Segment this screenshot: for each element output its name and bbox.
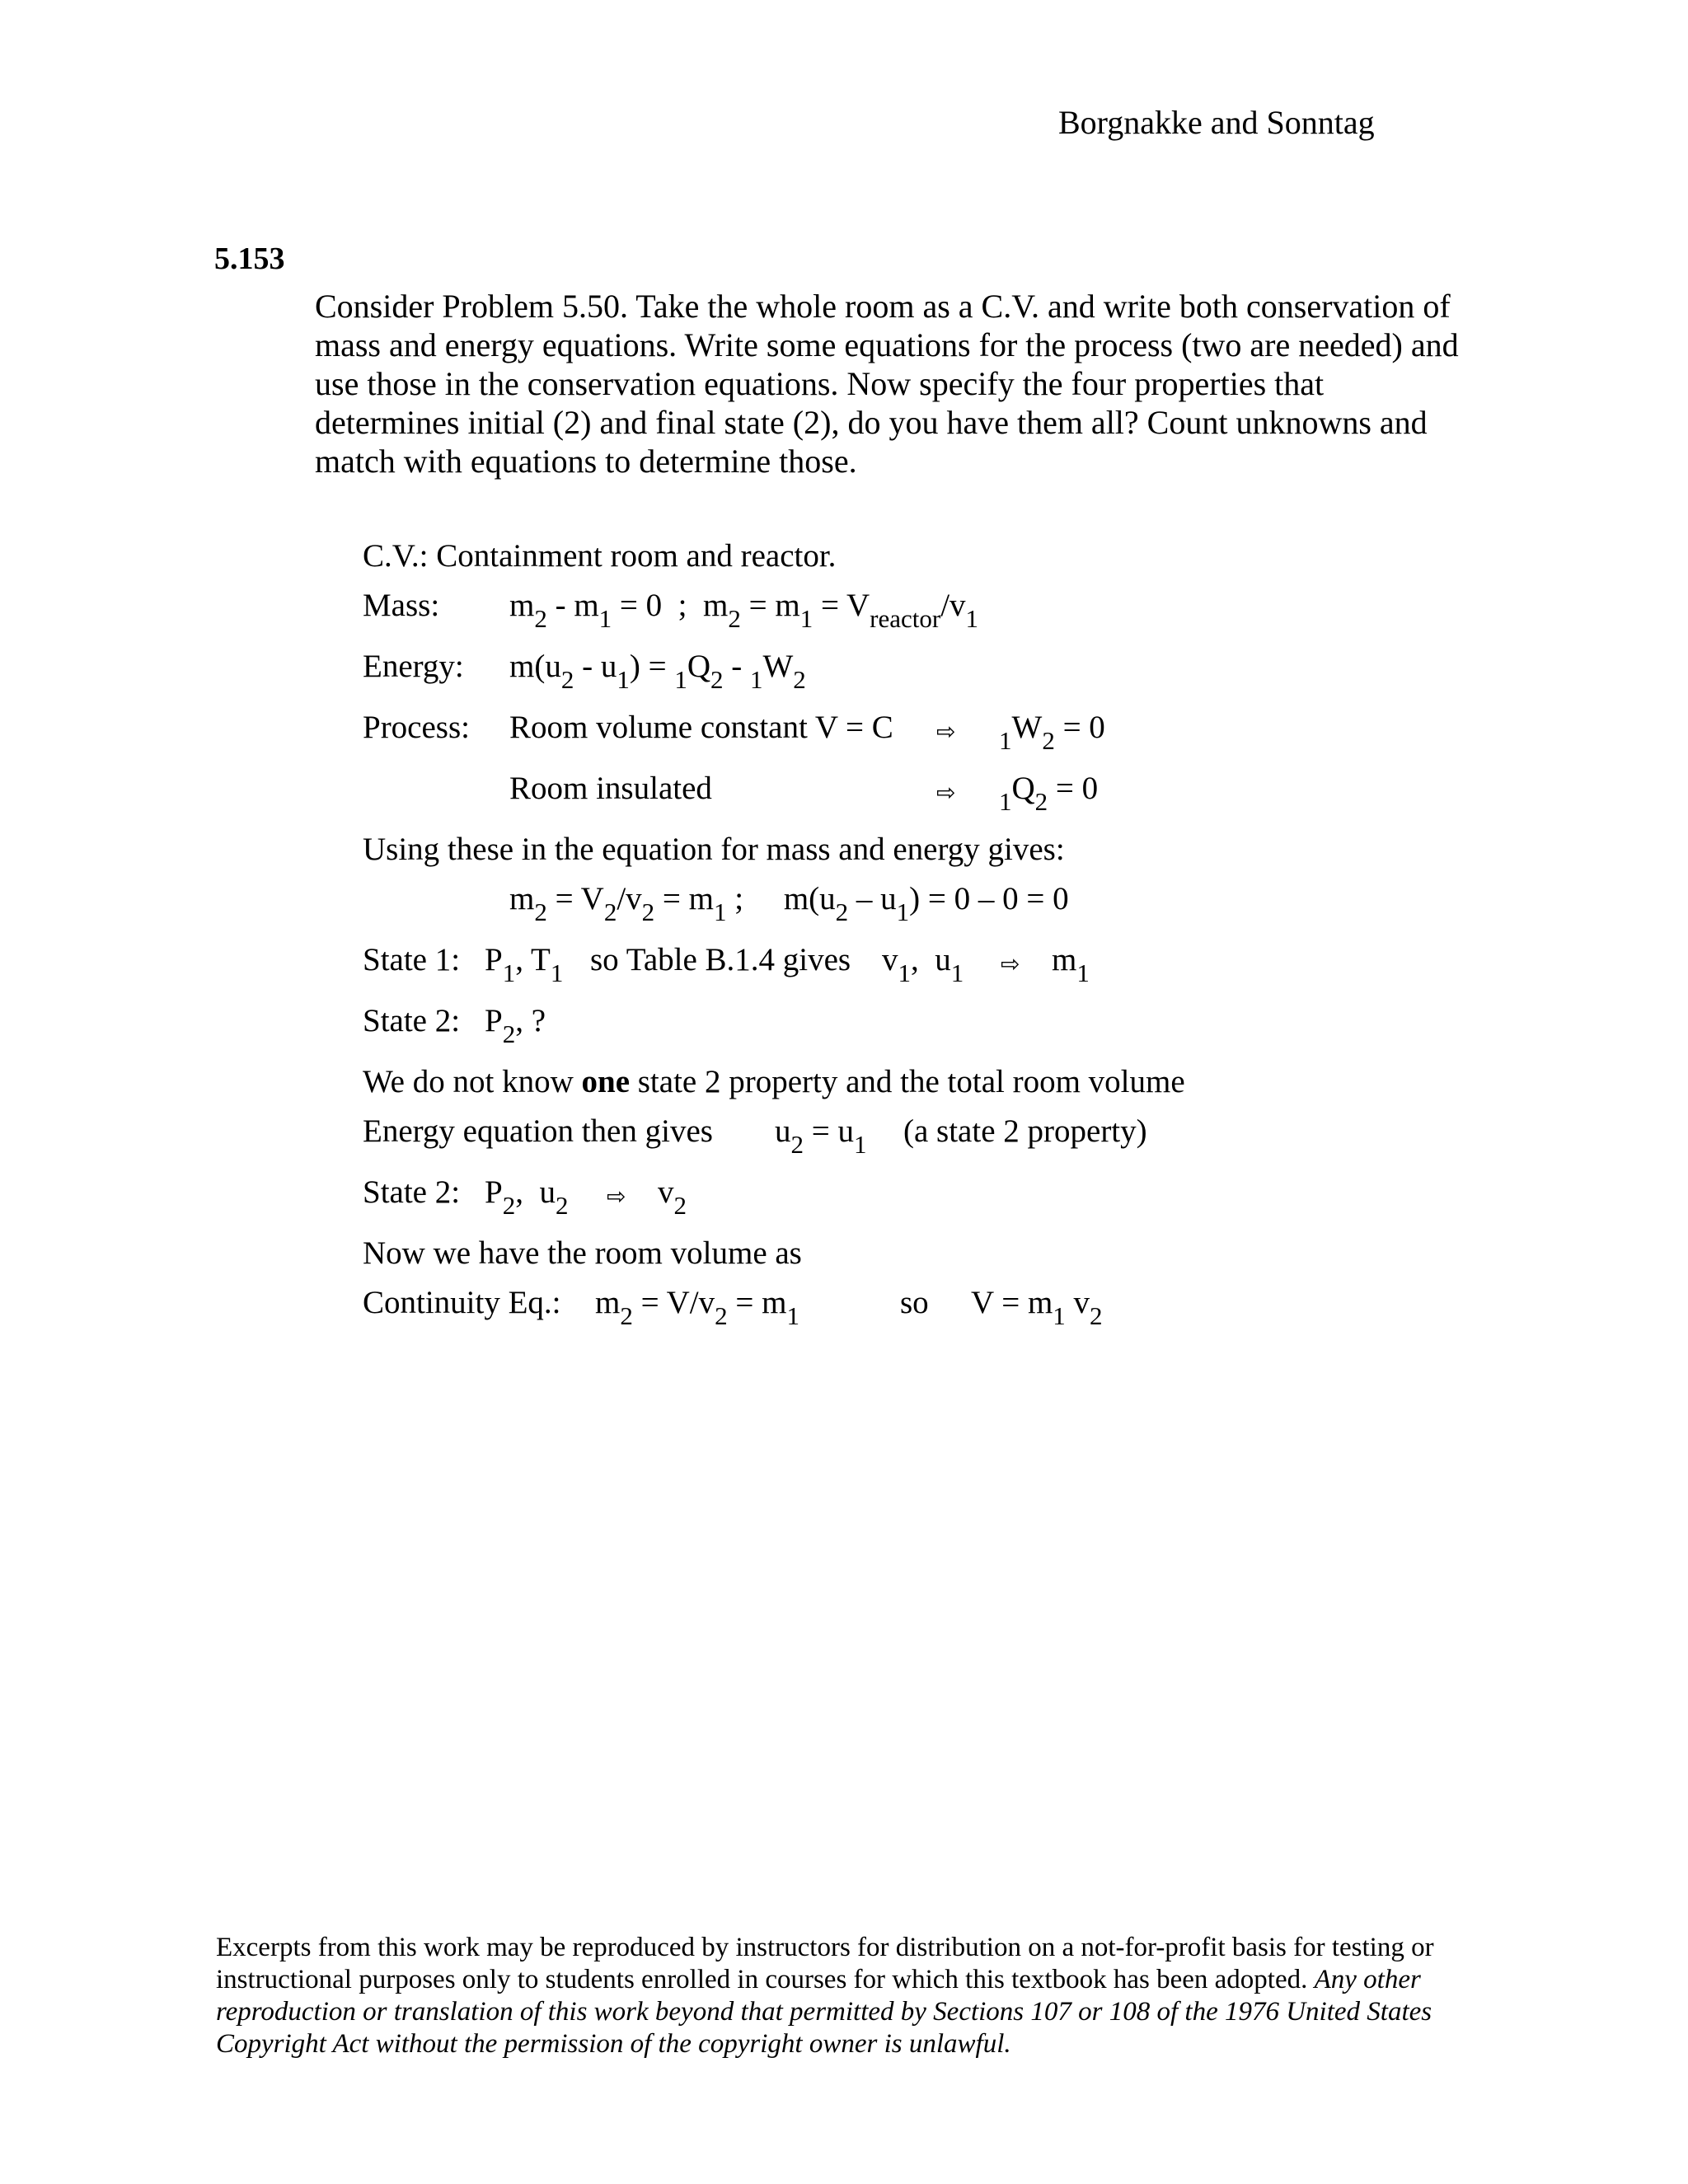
volume-result: $V = m_1$ $v_2$ <box>971 1285 1103 1330</box>
mass-energy-result: $m_2 = V_2/v_2 = m_1$ ; $m(u_2 - u_1) = 0 - 0 = 0$ <box>509 881 1069 926</box>
right-arrow-icon: ⇨ <box>936 718 956 745</box>
state1-values: $v_1$, $u_1$ <box>882 942 964 987</box>
statement-line: use those in the conservation equations. Now specify the four properties that <box>315 365 1325 402</box>
so-text: so <box>900 1285 929 1320</box>
state1-props: $P_1$, $T_1$ <box>485 942 564 987</box>
statement-line: Consider Problem 5.50. Take the whole room as a C.V. and write both conservation of <box>315 288 1451 325</box>
work-zero: $_1W_2 = 0$ <box>999 710 1105 755</box>
statement-line: match with equations to determine those. <box>315 443 857 480</box>
continuity-label: Continuity Eq.: <box>363 1285 561 1320</box>
cv-line: C.V.: Containment room and reactor. <box>363 538 837 574</box>
using-line: Using these in the equation for mass and energy gives: <box>363 832 1065 867</box>
right-arrow-icon: ⇨ <box>1001 950 1020 977</box>
energy-equation: $m(u_2 - u_1) = _1Q_2 - _1W_2$ <box>509 649 806 694</box>
right-arrow-icon: ⇨ <box>607 1183 626 1210</box>
continuity-equation: $m_2 = V/v_2 = m_1$ <box>595 1285 799 1330</box>
copyright-italic: Any other reproduction or translation of this work beyond that permitted by Sections 107 or 108 of the 1976 United States Copyright Act without the permission of the copyright owner is unlawful. <box>216 1965 1432 2059</box>
process-label: Process: <box>363 710 470 745</box>
unknown-line: We do not know one state 2 property and the total room volume <box>363 1064 1185 1099</box>
state2-label: State 2: <box>363 1174 461 1210</box>
header-authors: Borgnakke and Sonntag <box>1058 104 1375 141</box>
state2-props-full: $P_2$, $u_2$ <box>485 1174 569 1220</box>
statement-line: mass and energy equations. Write some equations for the process (two are needed) and <box>315 326 1459 363</box>
u-equality: $u_2 = u_1$ <box>775 1113 867 1159</box>
heat-zero: $_1Q_2 = 0$ <box>999 771 1099 816</box>
energy-eq-text: Energy equation then gives <box>363 1113 713 1149</box>
mass-equation: $m_2 - m_1 = 0$ ; $m_2 = m_1 = V_{reactor}/v_1$ <box>509 588 979 633</box>
problem-statement <box>315 287 1469 480</box>
room-volume-text: Room volume constant V = C <box>509 710 893 745</box>
state2-props: $P_2$, ? <box>485 1003 546 1048</box>
mass-label: Mass: <box>363 588 440 623</box>
emphasis-one: one <box>581 1064 630 1099</box>
statement-line: determines initial (2) and final state (2), do you have them all? Count unknowns and <box>315 404 1428 441</box>
state1-label: State 1: <box>363 942 461 977</box>
state1-mass: $m_1$ <box>1052 942 1090 987</box>
energy-label: Energy: <box>363 649 464 684</box>
state2-volume: $v_2$ <box>658 1174 687 1220</box>
state2-label: State 2: <box>363 1003 461 1038</box>
right-arrow-icon: ⇨ <box>936 779 956 806</box>
state1-table: so Table B.1.4 gives <box>590 942 851 977</box>
copyright-footer: Excerpts from this work may be reproduced by instructors for distribution on a not-for-profit basis for testing or instructional purposes only to students enrolled in courses for which this textbook has been adopted. Any other reproduction or translation of this work beyond that permitted by Sections 107 or 108 of the 1976 United States Copyright Act without the permission of the copyright owner is unlawful. <box>216 1933 1434 2059</box>
state2-property-note: (a state 2 property) <box>903 1113 1147 1149</box>
room-insulated-text: Room insulated <box>509 771 712 806</box>
problem-number: 5.153 <box>214 241 285 276</box>
now-room-line: Now we have the room volume as <box>363 1235 802 1271</box>
